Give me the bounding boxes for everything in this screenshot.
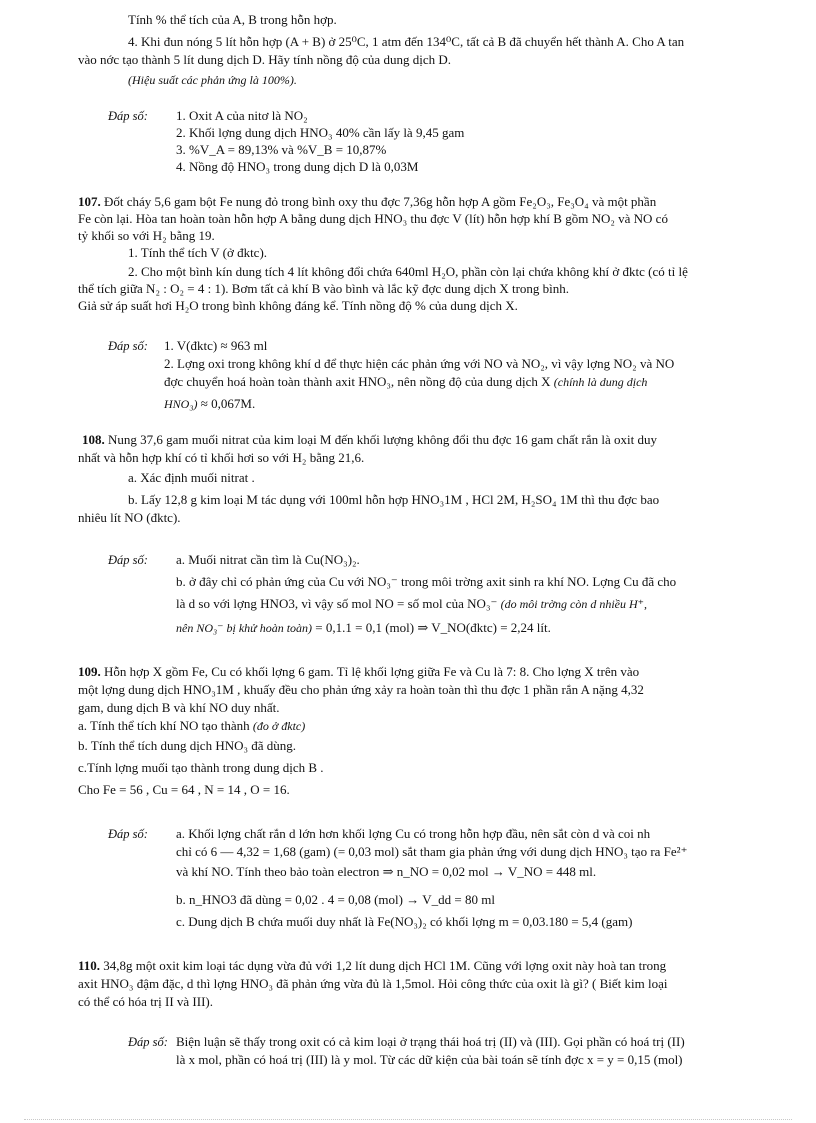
q108-line-2: nhất và hỗn hợp khí có tỉ khối hơi so với H₂ bằng 21,6. [78, 450, 365, 465]
q108-text-1: Nung 37,6 gam muối nitrat của kim loại M đến khối lượng không đổi thu đợc 16 gam chất rắn là oxit duy [108, 432, 658, 447]
answer-label: Đáp số: [108, 109, 148, 123]
q110-answer-2: là x mol, phần có hoá trị (III) là y mol. Từ các dữ kiện của bài toán sẽ tính đợc x = y = 0,15 (mol) [176, 1052, 683, 1067]
q107-line-1 [78, 194, 656, 210]
q108-answer-4-italic: nên NO₃⁻ bị khử hoàn toàn) [176, 621, 313, 635]
q107-line-4: 1. Tính thể tích V (ở đktc). [128, 245, 268, 260]
q107-answer-4-text: ≈ 0,067M. [200, 396, 256, 411]
p1-answer-1: 1. Oxit A của nitơ là NO₂ [176, 108, 308, 123]
q109-answer-3: và khí NO. Tính theo bảo toàn electron ⇒ n_NO = 0,02 mol → V_NO = 448 ml. [176, 864, 597, 879]
q108-answer-2: b. ở đây chỉ có phản ứng của Cu với NO₃⁻ trong môi trờng axit sinh ra khí NO. Lợng Cu đã cho [176, 574, 677, 589]
q108-line-4: b. Lấy 12,8 g kim loại M tác dụng với 100ml hỗn hợp HNO₃1M , HCl 2M, H₂SO₄ 1M thì thu đợc bao [128, 492, 660, 507]
q110-text-1: 34,8g một oxit kim loại tác dụng vừa đủ với 1,2 lít dung dịch HCl 1M. Cũng với lợng oxit này hoà tan trong [103, 958, 667, 973]
q107-answer-1: 1. V(đktc) ≈ 963 ml [164, 338, 268, 353]
q109-number: 109. [78, 664, 101, 679]
q107-answer-3 [164, 374, 647, 390]
q107-answer-3-italic: (chính là dung dịch [553, 375, 648, 389]
q107-answer-2: 2. Lợng oxi trong không khí d để thực hiện các phản ứng với NO và NO₂, vì vậy lợng NO₂ và NO [164, 356, 675, 371]
q109-answer-5: c. Dung dịch B chứa muối duy nhất là Fe(NO₃)₂ có khối lợng m = 0,03.180 = 5,4 (gam) [176, 914, 633, 929]
q107-line-2: Fe còn lại. Hòa tan hoàn toàn hỗn hợp A bằng dung dịch HNO₃ thu đợc V (lít) hỗn hợp khí B gồm NO₂ và NO có [78, 211, 668, 226]
q108-number: 108. [82, 432, 105, 447]
q107-answer-4-italic: HNO₃) [164, 397, 198, 411]
q110-line-3: có thể có hóa trị II và III). [78, 994, 213, 1009]
answer-label: Đáp số: [108, 339, 148, 353]
p1-answer-2: 2. Khối lợng dung dịch HNO₃ 40% cần lấy là 9,45 gam [176, 125, 465, 140]
q108-line-5: nhiêu lít NO (đktc). [78, 510, 181, 525]
q107-answer-3-text: đợc chuyển hoá hoàn toàn thành axit HNO₃, nên nồng độ của dung dịch X [164, 374, 551, 389]
page-footer-divider [24, 1119, 792, 1120]
q110-answer-1: Biện luận sẽ thấy trong oxit có cả kim loại ở trạng thái hoá trị (II) và (III). Gọi phần có hoá trị (II) [176, 1034, 685, 1049]
q110-line-2: axit HNO₃ đậm đặc, d thì lợng HNO₃ đã phản ứng vừa đủ là 1,5mol. Hỏi công thức của oxit là gì? ( Biết kim loại [78, 976, 668, 991]
p1-line-3: vào nớc tạo thành 5 lít dung dịch D. Hãy tính nồng độ của dung dịch D. [78, 52, 451, 67]
q109-line-1 [78, 664, 639, 680]
q107-number: 107. [78, 194, 101, 209]
q107-line-5: 2. Cho một bình kín dung tích 4 lít không đổi chứa 640ml H₂O, phần còn lại chứa không khí ở đktc (có tỉ lệ [128, 264, 688, 279]
q108-answer-4 [176, 620, 551, 636]
q107-line-7: Giả sử áp suất hơi H₂O trong bình không đáng kể. Tính nồng độ % của dung dịch X. [78, 298, 518, 313]
p1-answer-4: 4. Nồng độ HNO₃ trong dung dịch D là 0,03M [176, 159, 419, 174]
q110-line-1 [78, 958, 666, 974]
q109-line-2: một lợng dung dịch HNO₃1M , khuấy đều cho phản ứng xảy ra hoàn toàn thì thu đợc 1 phần rắn A nặng 4,32 [78, 682, 644, 697]
q108-answer-3 [176, 596, 647, 612]
q109-line-4 [78, 718, 305, 734]
q107-answer-4 [164, 396, 255, 412]
q109-line-7: Cho Fe = 56 , Cu = 64 , N = 14 , O = 16. [78, 782, 290, 797]
q108-line-1 [82, 432, 657, 448]
q110-number: 110. [78, 958, 101, 973]
q109-line-3: gam, dung dịch B và khí NO duy nhất. [78, 700, 280, 715]
q108-answer-4-text: = 0,1.1 = 0,1 (mol) ⇒ V_NO(đktc) = 2,24 lít. [315, 620, 551, 635]
q108-answer-3-text: là d so với lợng HNO3, vì vậy số mol NO = số mol của NO₃⁻ [176, 596, 498, 611]
p1-note: (Hiệu suất các phản ứng là 100%). [128, 73, 297, 87]
answer-label: Đáp số: [128, 1035, 168, 1049]
q108-answer-3-italic: (do môi trờng còn d nhiều H⁺, [500, 597, 647, 611]
q109-line-5: b. Tính thể tích dung dịch HNO₃ đã dùng. [78, 738, 297, 753]
q109-answer-2: chỉ có 6 — 4,32 = 1,68 (gam) (= 0,03 mol) sắt tham gia phản ứng với dung dịch HNO₃ tạo ra Fe²⁺ [176, 844, 688, 859]
q107-line-3: tỷ khối so với H₂ bằng 19. [78, 228, 215, 243]
q109-line-4-text: a. Tính thể tích khí NO tạo thành [78, 718, 250, 733]
p1-line-2: 4. Khi đun nóng 5 lít hỗn hợp (A + B) ở 25⁰C, 1 atm đến 134⁰C, tất cả B đã chuyển hết thành A. Cho A tan [128, 34, 685, 49]
q109-text-1: Hỗn hợp X gồm Fe, Cu có khối lợng 6 gam. Tỉ lệ khối lợng giữa Fe và Cu là 7: 8. Cho lợng X trên vào [104, 664, 640, 679]
q109-line-4-italic: (đo ở đktc) [252, 719, 306, 733]
q108-line-3: a. Xác định muối nitrat . [128, 470, 255, 485]
q107-line-6: thể tích giữa N₂ : O₂ = 4 : 1). Bơm tất cả khí B vào bình và lắc kỹ đợc dung dịch X trong bình. [78, 281, 570, 296]
answer-label: Đáp số: [108, 553, 148, 567]
q109-line-6: c.Tính lợng muối tạo thành trong dung dịch B . [78, 760, 324, 775]
q108-answer-1: a. Muối nitrat cần tìm là Cu(NO₃)₂. [176, 552, 360, 567]
p1-answer-3: 3. %V_A = 89,13% và %V_B = 10,87% [176, 142, 387, 157]
q109-answer-4: b. n_HNO3 đã dùng = 0,02 . 4 = 0,08 (mol) → V_dd = 80 ml [176, 892, 495, 907]
answer-label: Đáp số: [108, 827, 148, 841]
q109-answer-1: a. Khối lợng chất rắn d lớn hơn khối lợng Cu có trong hỗn hợp đầu, nên sắt còn d và coi nh [176, 826, 651, 841]
p1-line-1: Tính % thể tích của A, B trong hỗn hợp. [128, 12, 337, 27]
q107-text-1: Đốt cháy 5,6 gam bột Fe nung đỏ trong bình oxy thu đợc 7,36g hỗn hợp A gồm Fe₂O₃, Fe₃O₄ và một phần [104, 194, 657, 209]
